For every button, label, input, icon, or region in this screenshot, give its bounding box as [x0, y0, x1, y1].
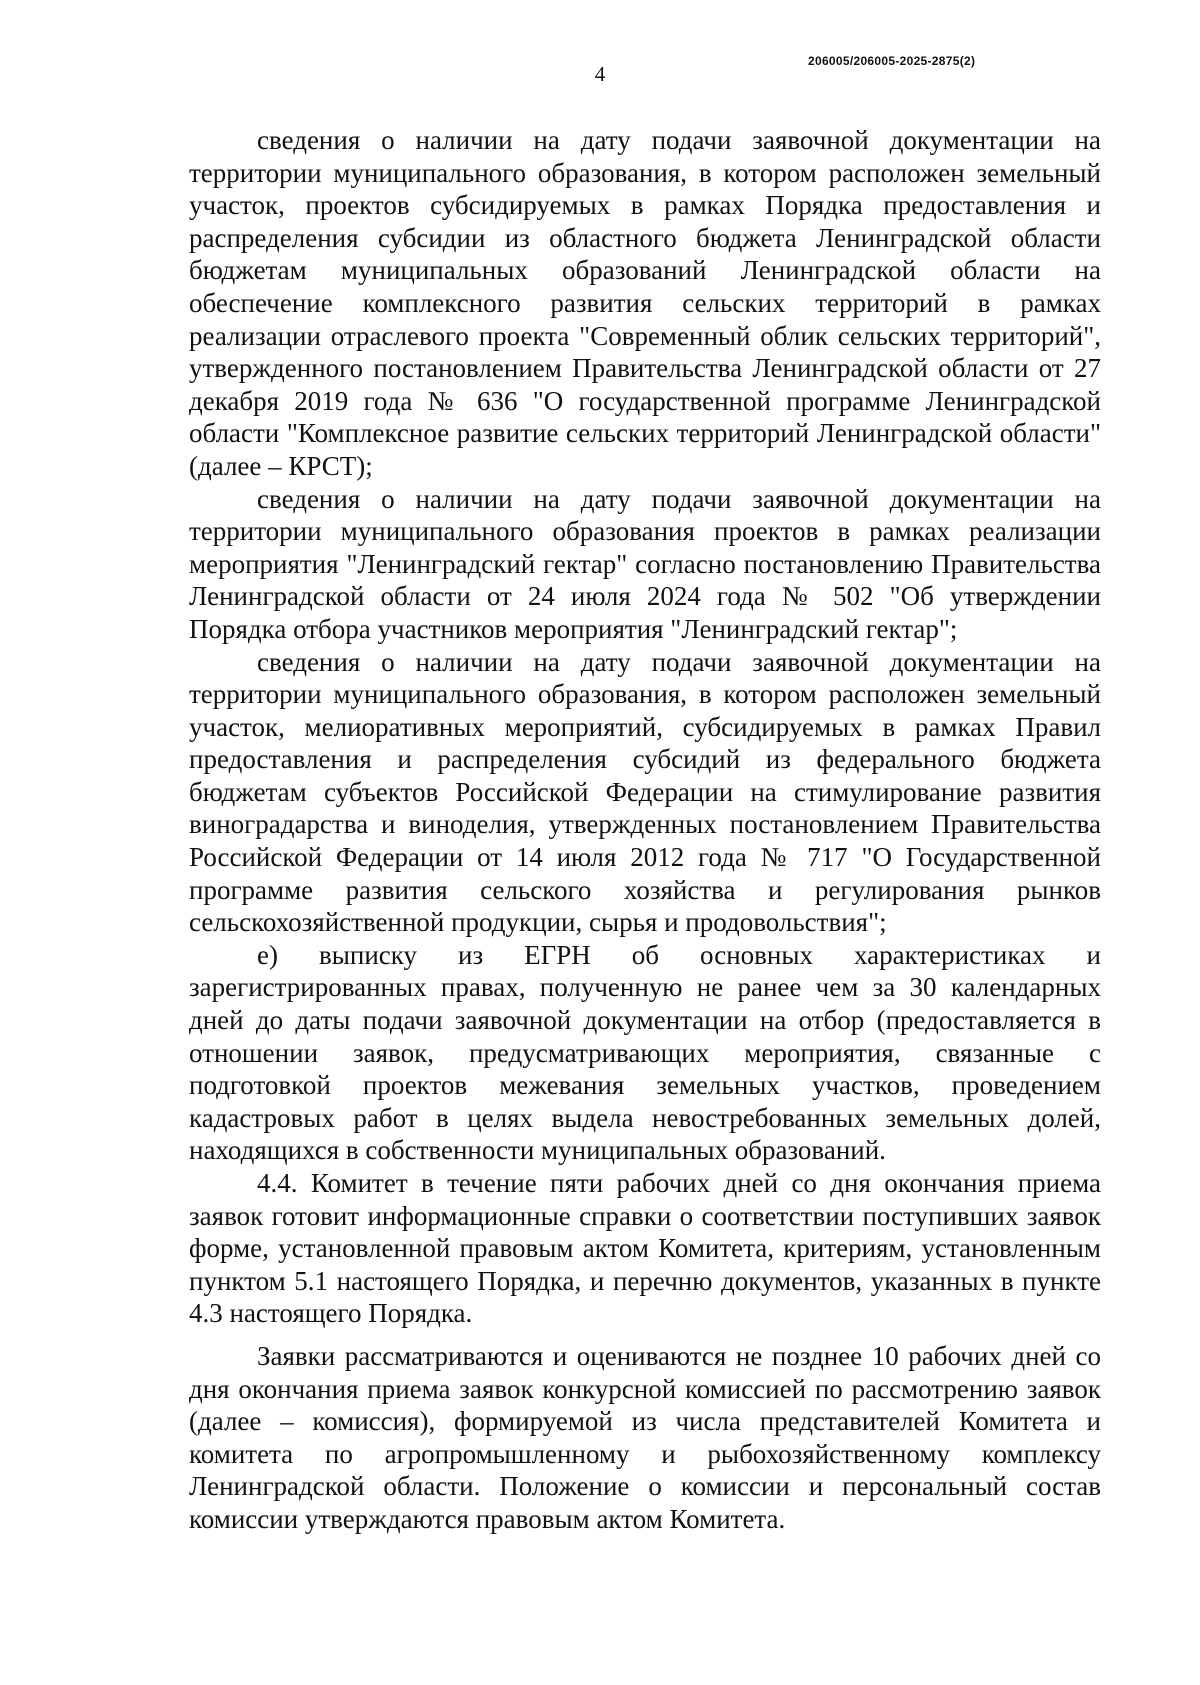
- paragraph-leningrad-hectare-info: сведения о наличии на дату подачи заявочной документации на территории муниципального образования проектов в рамках реализации мероприятия "Ленинградский гектар" согласно постановлению Правительства Ленинградской области от 24 июля 2024 года № 502 "Об утверждении Порядка отбора участников мероприятия "Ленинградский гектар";: [189, 483, 1101, 644]
- document-code: 206005/206005-2025-2875(2): [808, 54, 976, 68]
- paragraph-section-4-4: 4.4. Комитет в течение пяти рабочих дней со дня окончания приема заявок готовит информационные справки о соответствии поступивших заявок форме, установленной правовым актом Комитета, критериям, установленным пунктом 5.1 настоящего Порядка, и перечню документов, указанных в пункте 4.3 настоящего Порядка.: [189, 1168, 1101, 1329]
- page-number: 4: [594, 62, 606, 86]
- document-body: [189, 124, 1101, 1536]
- paragraph-krst-info: сведения о наличии на дату подачи заявочной документации на территории муниципального образования, в котором расположен земельный участок, проектов субсидируемых в рамках Порядка предоставления и распределения субсидии из областного бюджета Ленинградской области бюджетам муниципальных образований Ленинградской области на обеспечение комплексного развития сельских территорий в рамках реализации отраслевого проекта "Современный облик сельских территорий", утвержденного постановлением Правительства Ленинградской области от 27 декабря 2019 года № 636 "О государственной программе Ленинградской области "Комплексное развитие сельских территорий Ленинградской области" (далее – КРСТ);: [189, 125, 1101, 481]
- paragraph-egrn-extract: е) выписку из ЕГРН об основных характеристиках и зарегистрированных правах, полученную не ранее чем за 30 календарных дней до даты подачи заявочной документации на отбор (предоставляется в отношении заявок, предусматривающих мероприятия, связанные с подготовкой проектов межевания земельных участков, проведением кадастровых работ в целях выдела невостребованных земельных долей, находящихся в собственности муниципальных образований.: [189, 939, 1101, 1166]
- paragraph-commission-review: Заявки рассматриваются и оцениваются не позднее 10 рабочих дней со дня окончания приема заявок конкурсной комиссией по рассмотрению заявок (далее – комиссия), формируемой из числа представителей Комитета и комитета по агропромышленному и рыбохозяйственному комплексу Ленинградской области. Положение о комиссии и персональный состав комиссии утверждаются правовым актом Комитета.: [189, 1340, 1101, 1534]
- paragraph-melioration-info: сведения о наличии на дату подачи заявочной документации на территории муниципального образования, в котором расположен земельный участок, мелиоративных мероприятий, субсидируемых в рамках Правил предоставления и распределения субсидий из федерального бюджета бюджетам субъектов Российской Федерации на стимулирование развития виноградарства и виноделия, утвержденных постановлением Правительства Российской Федерации от 14 июля 2012 года № 717 "О Государственной программе развития сельского хозяйства и регулирования рынков сельскохозяйственной продукции, сырья и продовольствия";: [189, 646, 1101, 938]
